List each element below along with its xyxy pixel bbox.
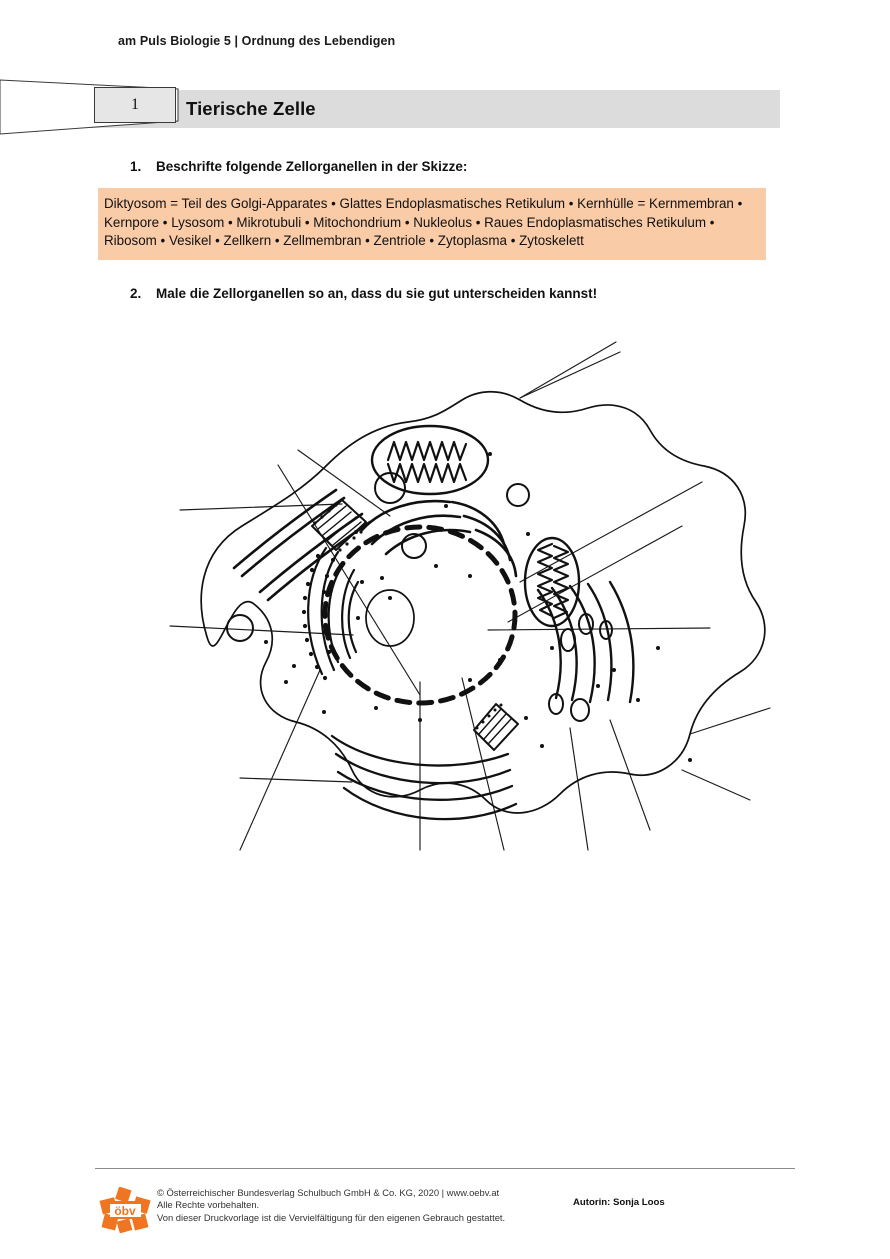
task-number-2: 2. bbox=[130, 286, 142, 301]
page-header-breadcrumb: am Puls Biologie 5 | Ordnung des Lebendigen bbox=[118, 34, 396, 48]
golgi-apparatus bbox=[362, 501, 516, 576]
leader-lines bbox=[170, 342, 770, 850]
nuclear-envelope bbox=[325, 527, 515, 703]
oebv-logo-text: öbv bbox=[114, 1204, 136, 1218]
cell-membrane-outline bbox=[201, 392, 765, 813]
task-item-1 bbox=[130, 159, 467, 174]
footer-divider bbox=[95, 1168, 795, 1169]
footer-author: Autorin: Sonja Loos bbox=[573, 1197, 665, 1208]
banner-number: 1 bbox=[131, 96, 139, 113]
banner-number-box bbox=[94, 87, 176, 123]
footer-copyright-line-1: © Österreichischer Bundesverlag Schulbuch GmbH & Co. KG, 2020 | www.oebv.at bbox=[157, 1187, 500, 1198]
title-banner bbox=[0, 78, 890, 140]
footer-copyright-line-3: Von dieser Druckvorlage ist die Vervielfältigung für den eigenen Gebrauch gestattet. bbox=[157, 1211, 506, 1223]
footer-copyright bbox=[157, 1187, 577, 1224]
oebv-logo-icon bbox=[99, 1187, 151, 1233]
centriole-lower bbox=[474, 704, 518, 751]
task-number-1: 1. bbox=[130, 159, 142, 174]
animal-cell-diagram bbox=[90, 330, 810, 890]
task-text-2: Male die Zellorganellen so an, dass du sie gut unterscheiden kannst! bbox=[156, 286, 598, 301]
page-footer bbox=[95, 1183, 795, 1243]
task-item-2 bbox=[130, 286, 597, 301]
animal-cell-svg bbox=[90, 330, 810, 890]
cytoskeleton-filaments bbox=[332, 736, 516, 819]
page-title: Tierische Zelle bbox=[186, 98, 316, 119]
footer-copyright-line-2: Alle Rechte vorbehalten. bbox=[157, 1199, 260, 1211]
task-text-1: Beschrifte folgende Zellorganellen in der Skizze: bbox=[156, 159, 468, 174]
wordbank-box: Diktyosom = Teil des Golgi-Apparates • Glattes Endoplasmatisches Retikulum • Kernhülle = Kernmembran • Kernpore • Lysosom • Mikrotubuli • Mitochondrium • Nukleolus • Raues Endoplasmatisches Retikulum • Ribosom • Vesikel • Zellkern • Zellmembran • Zentriole • Zytoplasma • Zytoskelett bbox=[98, 188, 766, 260]
mitochondrion-upper bbox=[372, 426, 488, 494]
smooth-er bbox=[538, 582, 633, 702]
